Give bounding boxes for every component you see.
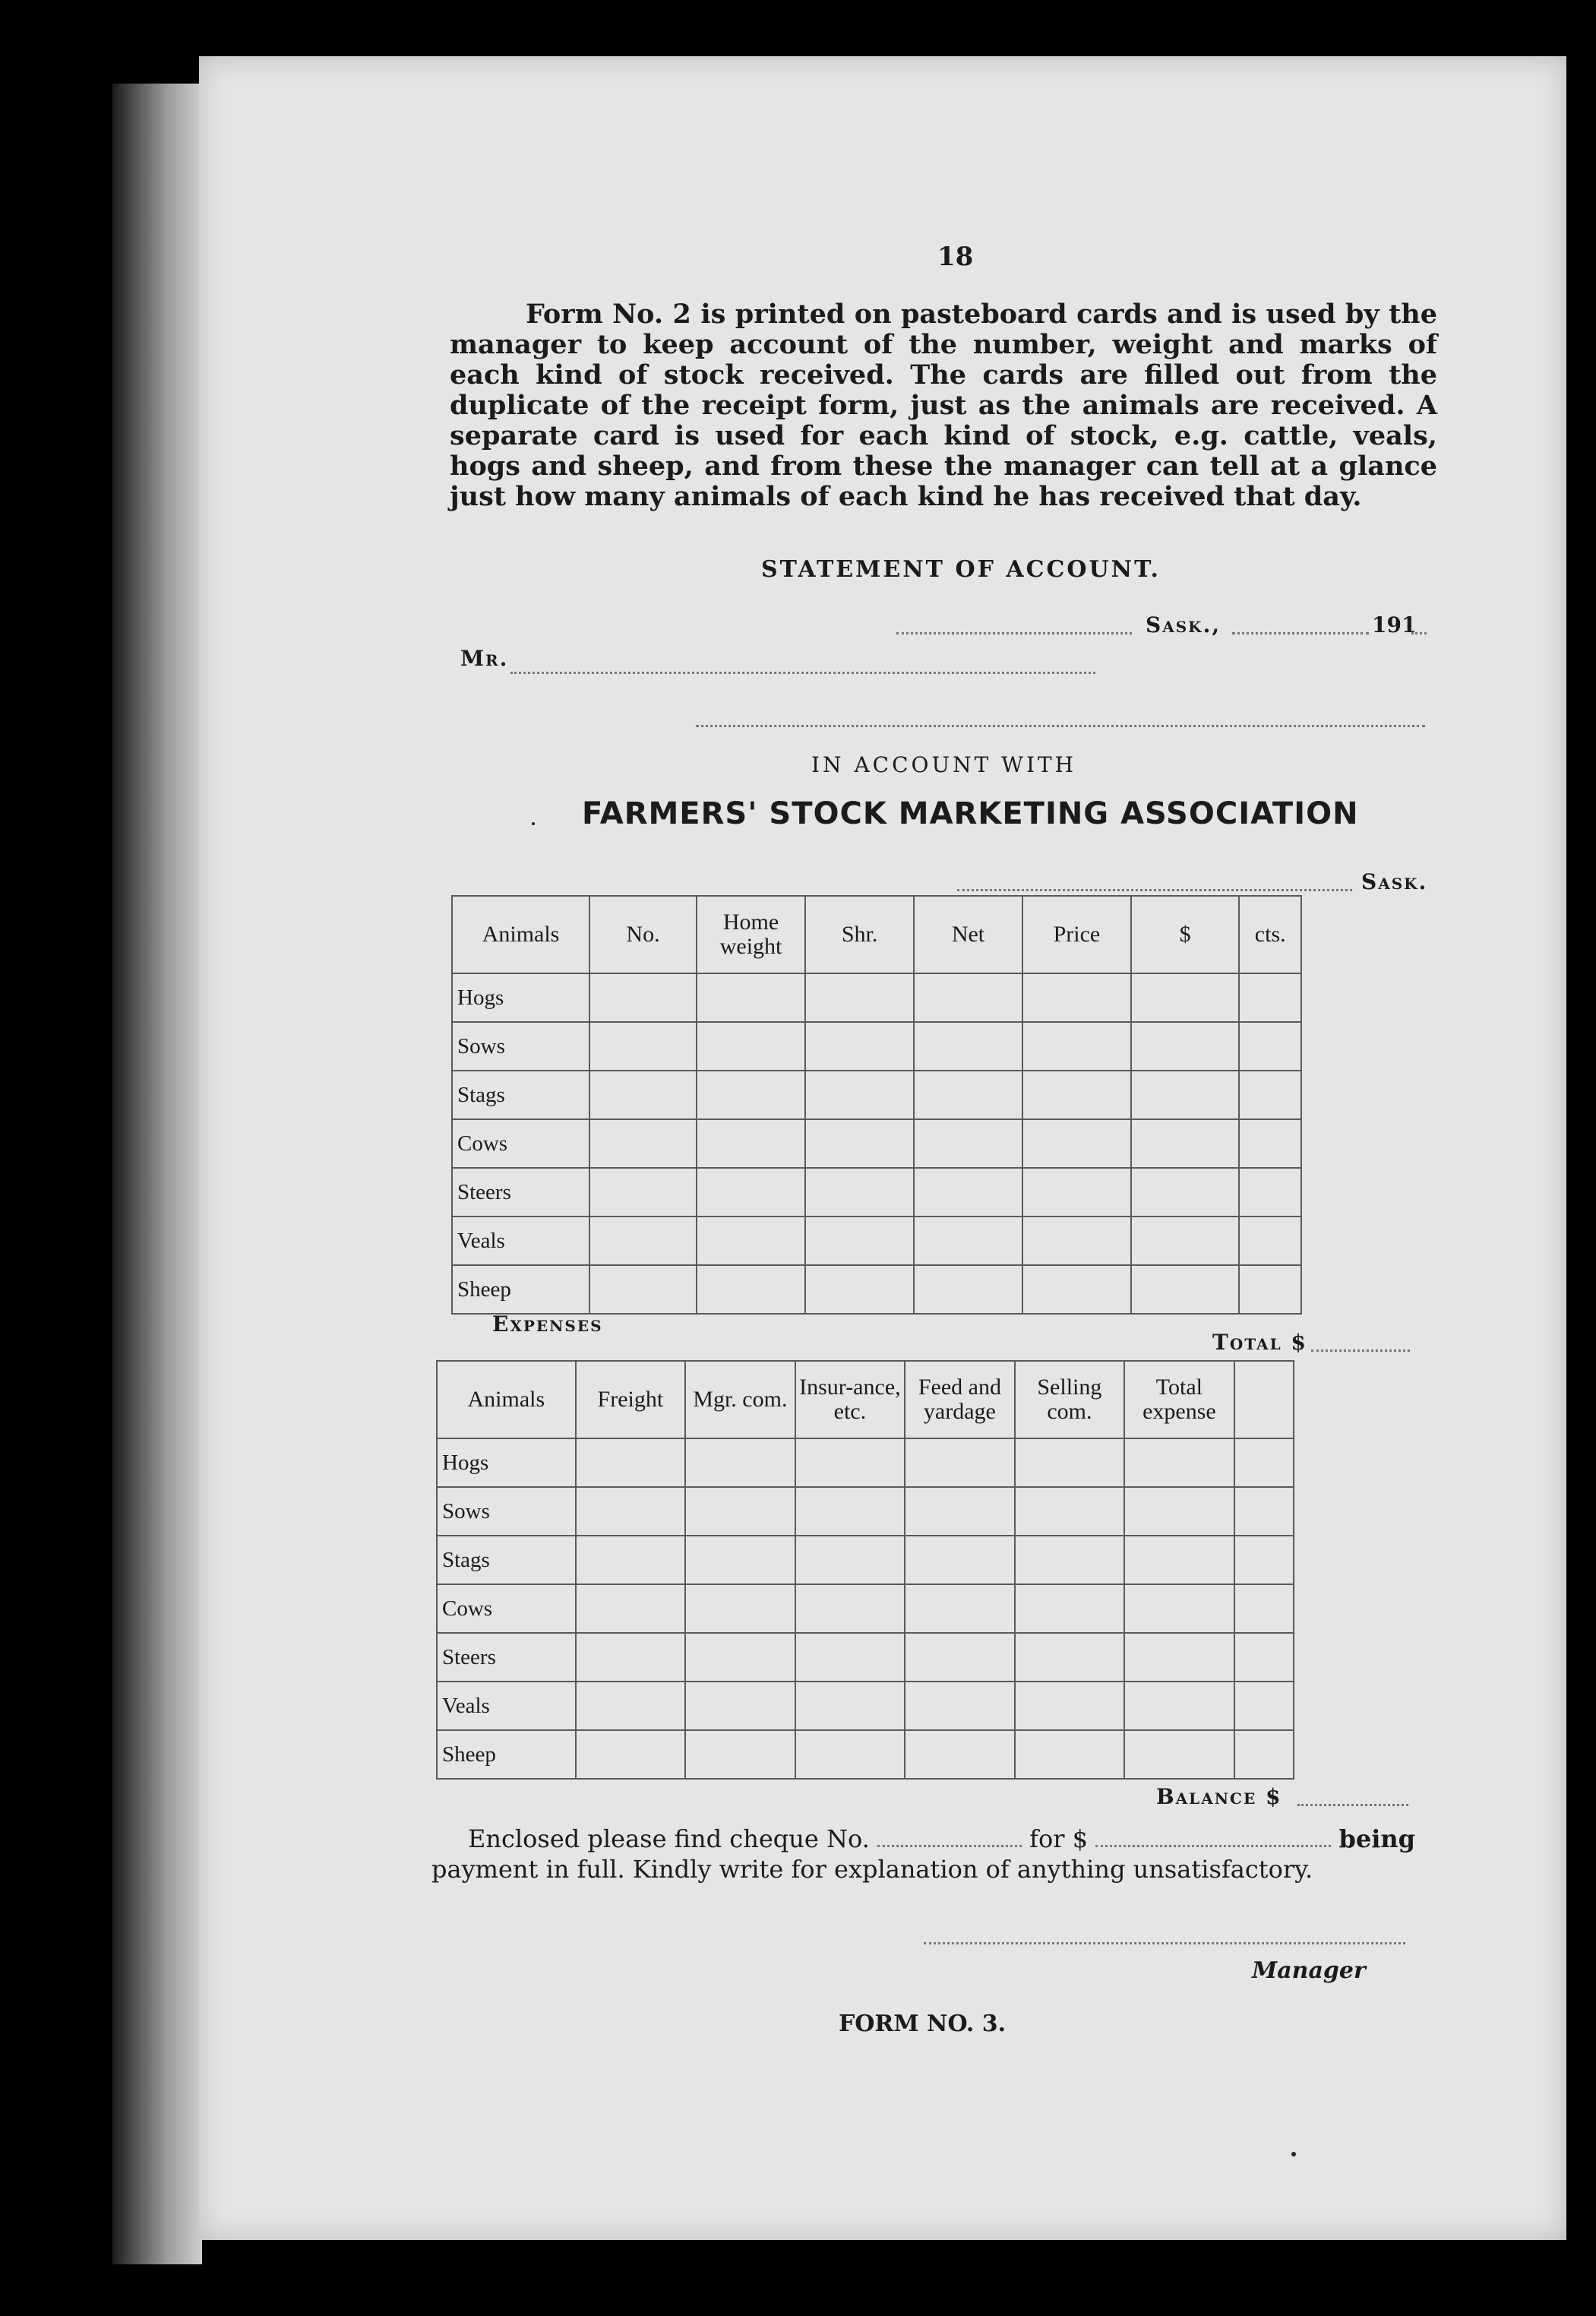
- price-cell[interactable]: [1022, 1168, 1131, 1217]
- selling-com-cell[interactable]: [1015, 1584, 1125, 1633]
- address-blank: [696, 725, 1425, 727]
- cheque-text-4: payment in full. Kindly write for explanation of anything unsatisfactory.: [431, 1855, 1313, 1884]
- home-weight-cell[interactable]: [697, 973, 805, 1022]
- sales-header: Net: [914, 896, 1022, 973]
- home-weight-cell[interactable]: [697, 1168, 805, 1217]
- date-year-blank: [1411, 632, 1427, 634]
- no-cell[interactable]: [589, 1119, 697, 1168]
- no-cell[interactable]: [589, 1265, 697, 1314]
- cents-cell[interactable]: [1239, 1217, 1301, 1265]
- expenses-header: Total expense: [1124, 1361, 1234, 1438]
- table-row: [437, 1584, 1294, 1633]
- cents-cell[interactable]: [1239, 1265, 1301, 1314]
- table-row: [452, 973, 1301, 1022]
- mgr-com-cell[interactable]: [685, 1682, 795, 1730]
- feed-yardage-cell[interactable]: [905, 1633, 1015, 1682]
- net-cell[interactable]: [914, 973, 1022, 1022]
- cheque-number-blank[interactable]: [877, 1845, 1022, 1847]
- book-spine-edge: [112, 84, 202, 2264]
- price-cell[interactable]: [1022, 1071, 1131, 1119]
- cheque-text-1: Enclosed please find cheque No.: [468, 1824, 870, 1853]
- total-expense-cell[interactable]: [1124, 1584, 1234, 1633]
- expenses-header: [1234, 1361, 1294, 1438]
- row-label: Sows: [437, 1487, 576, 1536]
- sales-header: Home weight: [697, 896, 805, 973]
- mgr-com-cell[interactable]: [685, 1584, 795, 1633]
- cents-cell[interactable]: [1234, 1584, 1294, 1633]
- row-label: Veals: [437, 1682, 576, 1730]
- table-row: [452, 1217, 1301, 1265]
- balance-blank: [1297, 1804, 1408, 1806]
- sales-header: Shr.: [805, 896, 914, 973]
- freight-cell[interactable]: [576, 1730, 686, 1779]
- table-row: [437, 1633, 1294, 1682]
- feed-yardage-cell[interactable]: [905, 1487, 1015, 1536]
- table-row: [452, 1119, 1301, 1168]
- table-row: [437, 1438, 1294, 1487]
- association-name: FARMERS' STOCK MARKETING ASSOCIATION: [582, 796, 1359, 831]
- no-cell[interactable]: [589, 1022, 697, 1071]
- balance-label: Balance $: [1156, 1784, 1282, 1809]
- net-cell[interactable]: [914, 1217, 1022, 1265]
- cheque-note: [431, 1824, 1415, 1884]
- sales-header: No.: [589, 896, 697, 973]
- feed-yardage-cell[interactable]: [905, 1682, 1015, 1730]
- expenses-header: Freight: [576, 1361, 686, 1438]
- expenses-header: Animals: [437, 1361, 576, 1438]
- mr-name-blank: [510, 672, 1095, 674]
- selling-com-cell[interactable]: [1015, 1730, 1125, 1779]
- intro-lead: Form No. 2: [526, 299, 691, 330]
- cents-cell[interactable]: [1234, 1633, 1294, 1682]
- form-number: FORM NO. 3.: [839, 2011, 1007, 2037]
- insurance-cell[interactable]: [795, 1487, 905, 1536]
- freight-cell[interactable]: [576, 1682, 686, 1730]
- dollars-cell[interactable]: [1131, 1217, 1239, 1265]
- manager-signature-blank: [924, 1942, 1405, 1944]
- total-label: Total $: [1212, 1330, 1307, 1355]
- cents-cell[interactable]: [1239, 1119, 1301, 1168]
- row-label: Cows: [452, 1119, 589, 1168]
- selling-com-cell[interactable]: [1015, 1487, 1125, 1536]
- cents-cell[interactable]: [1239, 1022, 1301, 1071]
- home-weight-cell[interactable]: [697, 1022, 805, 1071]
- feed-yardage-cell[interactable]: [905, 1730, 1015, 1779]
- association-place-blank: [957, 889, 1352, 891]
- price-cell[interactable]: [1022, 1265, 1131, 1314]
- row-label: Steers: [437, 1633, 576, 1682]
- selling-com-cell[interactable]: [1015, 1633, 1125, 1682]
- table-row: [452, 1265, 1301, 1314]
- shr-cell[interactable]: [805, 1265, 914, 1314]
- expenses-header-row: [437, 1361, 1294, 1438]
- net-cell[interactable]: [914, 1168, 1022, 1217]
- manager-label: Manager: [1252, 1957, 1366, 1984]
- freight-cell[interactable]: [576, 1487, 686, 1536]
- row-label: Steers: [452, 1168, 589, 1217]
- row-label: Hogs: [452, 973, 589, 1022]
- expenses-label: Expenses: [492, 1311, 603, 1337]
- freight-cell[interactable]: [576, 1584, 686, 1633]
- cents-cell[interactable]: [1234, 1682, 1294, 1730]
- no-cell[interactable]: [589, 1217, 697, 1265]
- cents-cell[interactable]: [1234, 1438, 1294, 1487]
- cents-cell[interactable]: [1234, 1536, 1294, 1584]
- dollars-cell[interactable]: [1131, 1168, 1239, 1217]
- freight-cell[interactable]: [576, 1438, 686, 1487]
- net-cell[interactable]: [914, 1265, 1022, 1314]
- total-expense-cell[interactable]: [1124, 1487, 1234, 1536]
- ink-speck: [1291, 2152, 1296, 2156]
- expenses-header: Insur-ance, etc.: [795, 1361, 905, 1438]
- no-cell[interactable]: [589, 973, 697, 1022]
- date-day-blank: [1232, 632, 1369, 634]
- no-cell[interactable]: [589, 1071, 697, 1119]
- shr-cell[interactable]: [805, 1022, 914, 1071]
- shr-cell[interactable]: [805, 973, 914, 1022]
- table-row: [437, 1487, 1294, 1536]
- total-expense-cell[interactable]: [1124, 1536, 1234, 1584]
- net-cell[interactable]: [914, 1071, 1022, 1119]
- freight-cell[interactable]: [576, 1633, 686, 1682]
- row-label: Sheep: [437, 1730, 576, 1779]
- price-cell[interactable]: [1022, 1217, 1131, 1265]
- cents-cell[interactable]: [1234, 1730, 1294, 1779]
- date-year: 191: [1372, 612, 1417, 638]
- intro-text: is printed on pasteboard cards and is used by the manager to keep account of the number, weight and marks of each kind of stock received. The cards are filled out from the duplicate of the receipt form, just as the animals are received. A separate card is used for each kind of stock, e.g. cattle, veals, hogs and sheep, and from these the manager can tell at a glance just how many animals of each kind he has received that day.: [450, 299, 1437, 512]
- mgr-com-cell[interactable]: [685, 1536, 795, 1584]
- home-weight-cell[interactable]: [697, 1217, 805, 1265]
- net-cell[interactable]: [914, 1119, 1022, 1168]
- table-row: [437, 1536, 1294, 1584]
- mgr-com-cell[interactable]: [685, 1633, 795, 1682]
- selling-com-cell[interactable]: [1015, 1438, 1125, 1487]
- row-label: Stags: [437, 1536, 576, 1584]
- expenses-header: Selling com.: [1015, 1361, 1125, 1438]
- selling-com-cell[interactable]: [1015, 1682, 1125, 1730]
- sask-label: Sask.: [1361, 869, 1428, 894]
- mgr-com-cell[interactable]: [685, 1487, 795, 1536]
- table-row: [452, 1168, 1301, 1217]
- in-account-with: IN ACCOUNT WITH: [811, 752, 1077, 777]
- selling-com-cell[interactable]: [1015, 1536, 1125, 1584]
- feed-yardage-cell[interactable]: [905, 1536, 1015, 1584]
- cheque-amount-blank[interactable]: [1095, 1845, 1331, 1847]
- dollars-cell[interactable]: [1131, 1265, 1239, 1314]
- dollars-cell[interactable]: [1131, 1071, 1239, 1119]
- cheque-line-1: [431, 1824, 1415, 1854]
- home-weight-cell[interactable]: [697, 1119, 805, 1168]
- dollars-cell[interactable]: [1131, 1022, 1239, 1071]
- intro-paragraph: [450, 299, 1437, 512]
- shr-cell[interactable]: [805, 1217, 914, 1265]
- total-expense-cell[interactable]: [1124, 1633, 1234, 1682]
- price-cell[interactable]: [1022, 1022, 1131, 1071]
- feed-yardage-cell[interactable]: [905, 1584, 1015, 1633]
- statement-title: STATEMENT OF ACCOUNT.: [761, 556, 1161, 583]
- shr-cell[interactable]: [805, 1071, 914, 1119]
- expenses-header: Mgr. com.: [685, 1361, 795, 1438]
- insurance-cell[interactable]: [795, 1584, 905, 1633]
- shr-cell[interactable]: [805, 1168, 914, 1217]
- mgr-com-cell[interactable]: [685, 1438, 795, 1487]
- row-label: Veals: [452, 1217, 589, 1265]
- total-expense-cell[interactable]: [1124, 1730, 1234, 1779]
- cents-cell[interactable]: [1234, 1487, 1294, 1536]
- expenses-header: Feed and yardage: [905, 1361, 1015, 1438]
- cheque-text-2: for $: [1029, 1824, 1089, 1853]
- insurance-cell[interactable]: [795, 1633, 905, 1682]
- table-row: [452, 1022, 1301, 1071]
- home-weight-cell[interactable]: [697, 1265, 805, 1314]
- row-label: Stags: [452, 1071, 589, 1119]
- dollars-cell[interactable]: [1131, 1119, 1239, 1168]
- page-number: 18: [937, 242, 974, 272]
- price-cell[interactable]: [1022, 1119, 1131, 1168]
- mr-label: Mr.: [460, 646, 509, 671]
- date-place: Sask.,: [1146, 612, 1221, 638]
- ink-speck: [532, 822, 535, 825]
- net-cell[interactable]: [914, 1022, 1022, 1071]
- row-label: Cows: [437, 1584, 576, 1633]
- row-label: Sows: [452, 1022, 589, 1071]
- mgr-com-cell[interactable]: [685, 1730, 795, 1779]
- table-row: [437, 1682, 1294, 1730]
- total-blank: [1311, 1349, 1410, 1352]
- table-row: [437, 1730, 1294, 1779]
- feed-yardage-cell[interactable]: [905, 1438, 1015, 1487]
- shr-cell[interactable]: [805, 1119, 914, 1168]
- home-weight-cell[interactable]: [697, 1071, 805, 1119]
- cents-cell[interactable]: [1239, 973, 1301, 1022]
- sales-header: $: [1131, 896, 1239, 973]
- no-cell[interactable]: [589, 1168, 697, 1217]
- sales-table: [451, 895, 1302, 1315]
- expenses-table: [436, 1360, 1294, 1780]
- total-expense-cell[interactable]: [1124, 1682, 1234, 1730]
- cheque-text-3: being: [1338, 1824, 1415, 1853]
- date-blank: [896, 632, 1132, 634]
- sales-header-row: [452, 896, 1301, 973]
- table-row: [452, 1071, 1301, 1119]
- freight-cell[interactable]: [576, 1536, 686, 1584]
- dollars-cell[interactable]: [1131, 973, 1239, 1022]
- row-label: Hogs: [437, 1438, 576, 1487]
- price-cell[interactable]: [1022, 973, 1131, 1022]
- insurance-cell[interactable]: [795, 1730, 905, 1779]
- sales-header: cts.: [1239, 896, 1301, 973]
- sales-header: Animals: [452, 896, 589, 973]
- total-expense-cell[interactable]: [1124, 1438, 1234, 1487]
- cents-cell[interactable]: [1239, 1168, 1301, 1217]
- sales-header: Price: [1022, 896, 1131, 973]
- insurance-cell[interactable]: [795, 1536, 905, 1584]
- row-label: Sheep: [452, 1265, 589, 1314]
- cents-cell[interactable]: [1239, 1071, 1301, 1119]
- insurance-cell[interactable]: [795, 1682, 905, 1730]
- insurance-cell[interactable]: [795, 1438, 905, 1487]
